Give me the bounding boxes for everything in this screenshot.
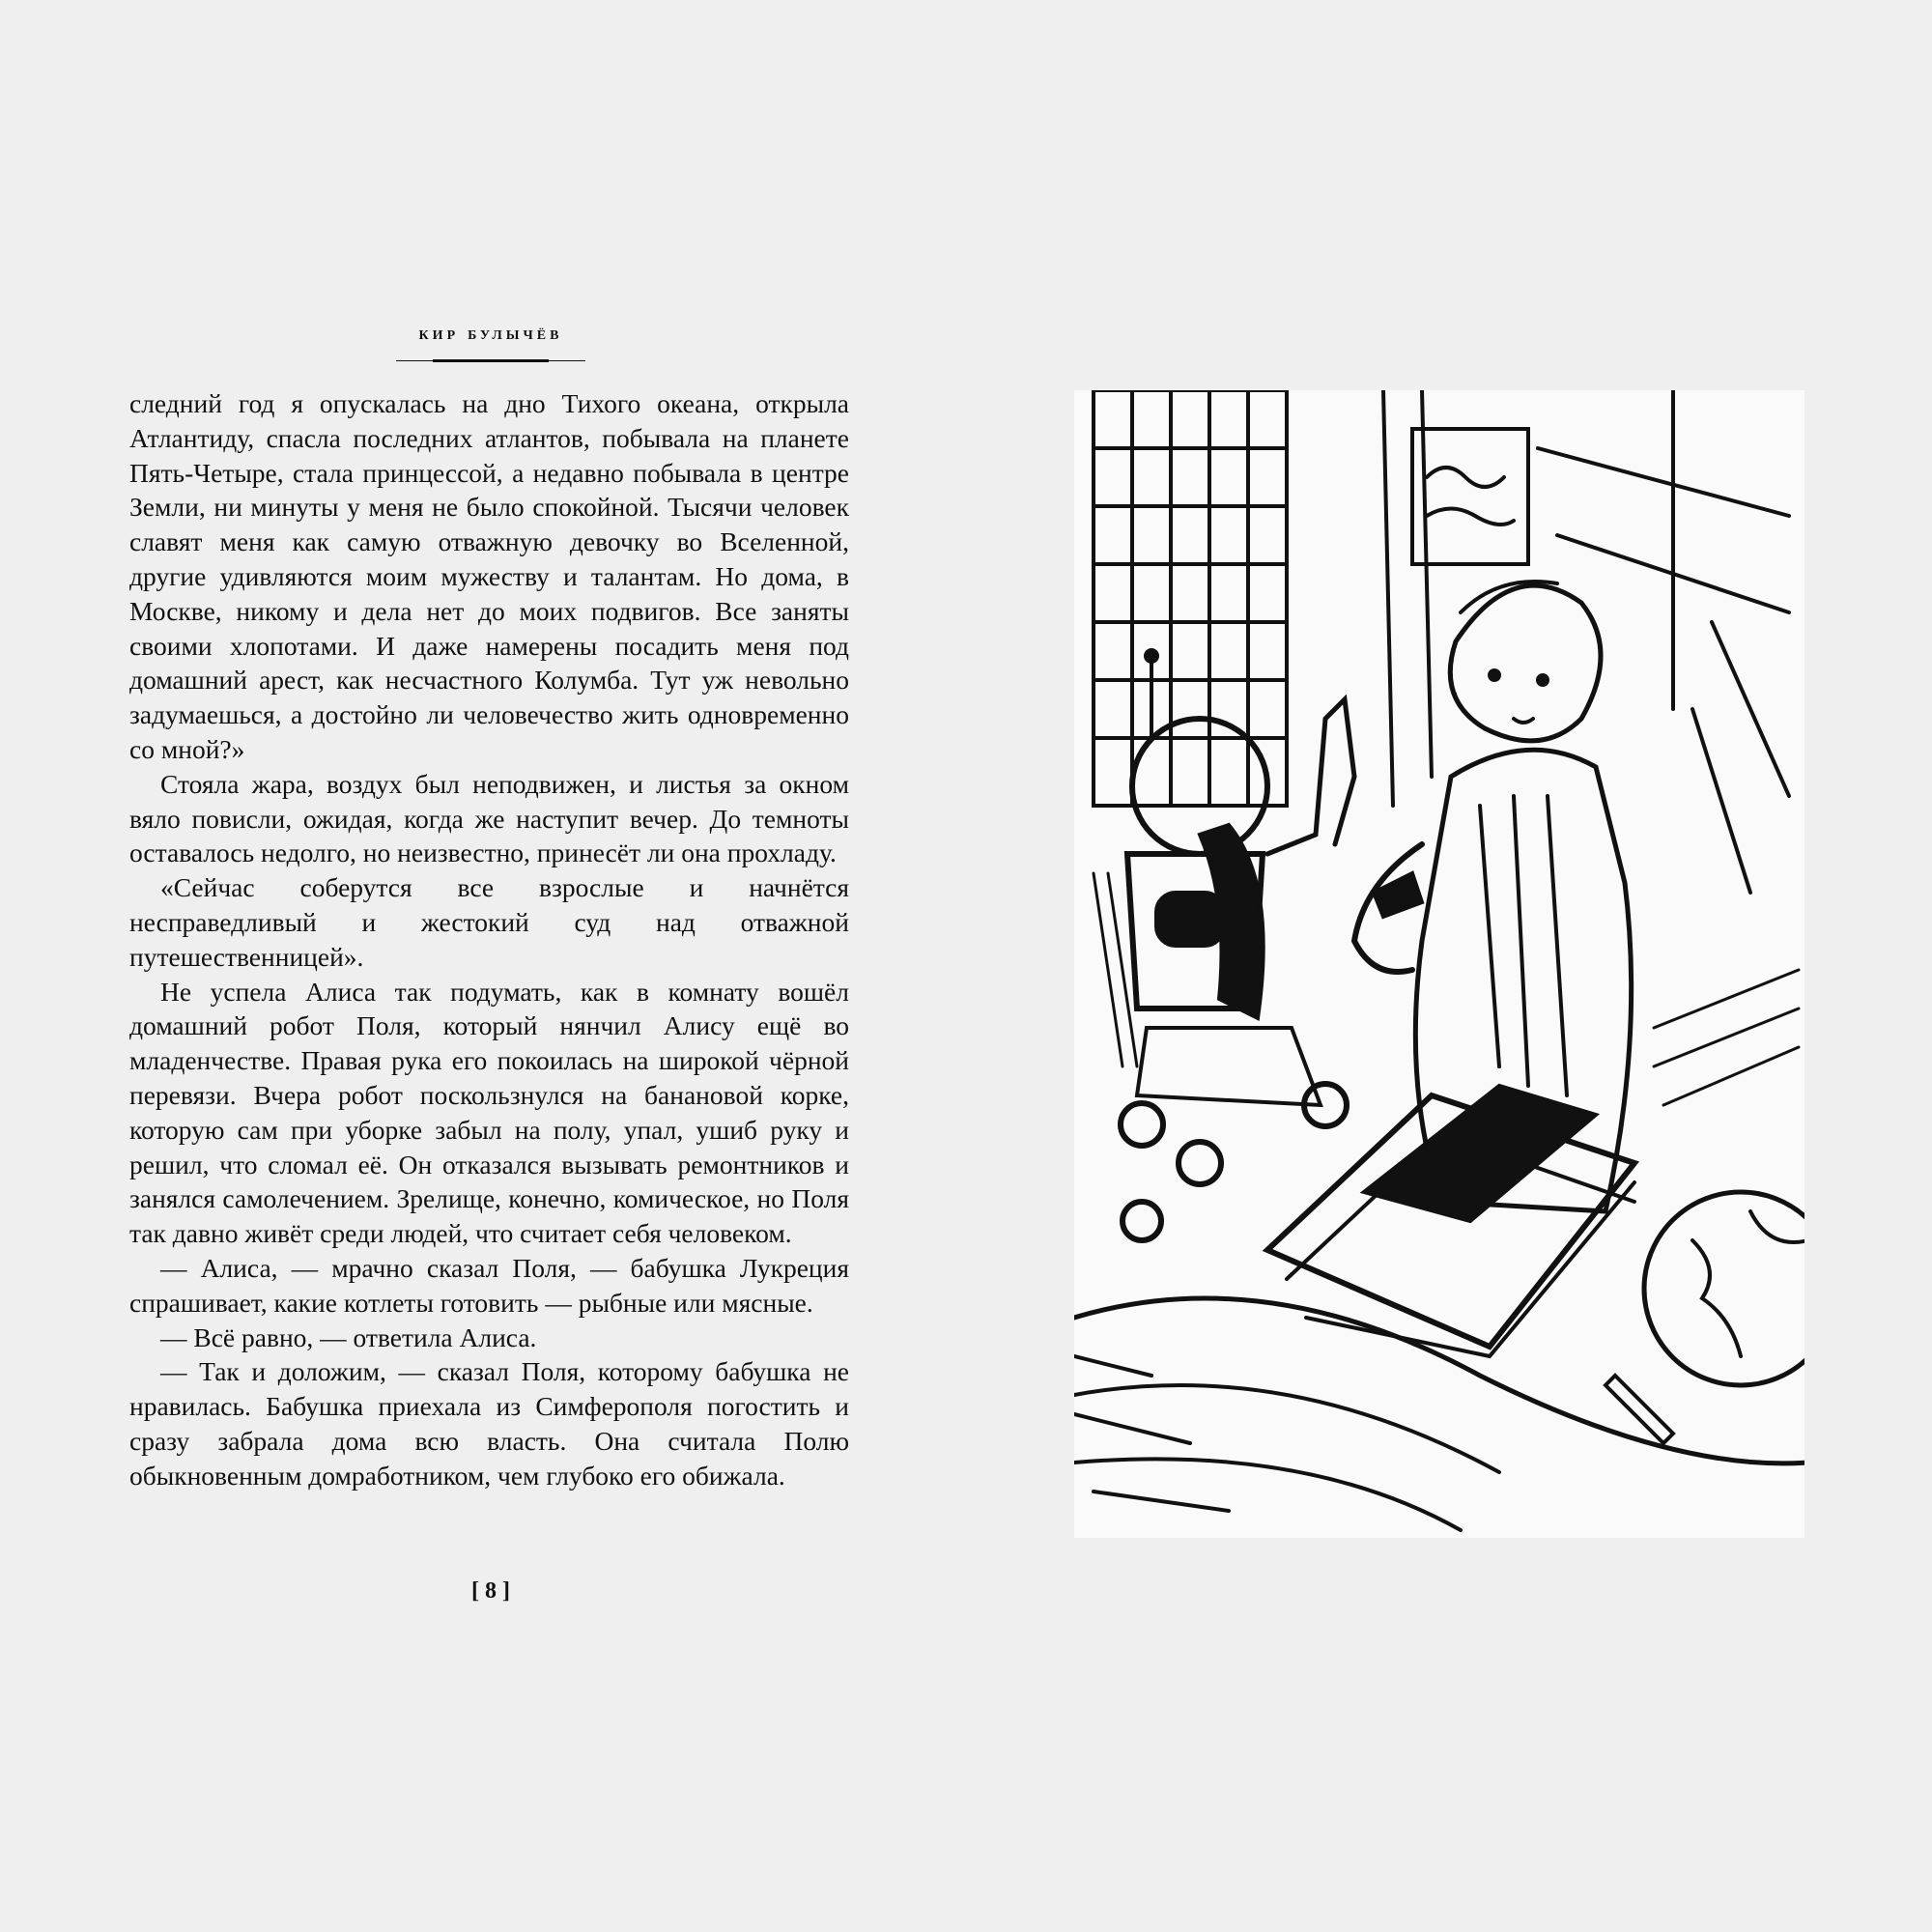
page-number: [ 8 ] xyxy=(471,1578,510,1604)
paragraph: — Так и доложим, — сказал Поля, которому бабушка не нравилась. Бабушка приехала из Симферополя погостить и сразу забрала дома всю власть. Она считала Полю обыкновенным домработником, чем глубоко его обижала. xyxy=(129,1356,849,1491)
paragraph: следний год я опускалась на дно Тихого океана, открыла Атлантиду, спасла последних атлантов, побывала на планете Пять-Четыре, стала принцессой, а недавно побывала в центре Земли, ни минуты у меня не было спокойной. Тысячи человек славят меня как самую отважную девочку во Вселенной, другие удивляются моим мужеству и талантам. Но дома, в Москве, никому и дела нет до моих подвигов. Все заняты своими хлопотами. И даже намерены посадить меня под домашний арест, как несчастного Колумба. Тут уж невольно задумаешься, а достойно ли человечество жить одновременно со мной?» xyxy=(129,388,849,764)
paragraph: — Алиса, — мрачно сказал Поля, — бабушка Лукреция спрашивает, какие котлеты готовить — рыбные или мясные. xyxy=(129,1252,849,1318)
paragraph: Стояла жара, воздух был неподвижен, и листья за окном вяло повисли, ожидая, когда же наступит вечер. До темноты оставалось недолго, но неизвестно, принесёт ли она прохладу. xyxy=(129,768,849,868)
paragraph: «Сейчас соберутся все взрослые и начнётся несправедливый и жестокий суд над отважной путешественницей». xyxy=(129,872,849,972)
body-text xyxy=(129,386,849,1493)
paragraph: — Всё равно, — ответила Алиса. xyxy=(160,1321,537,1352)
illustration xyxy=(1074,390,1804,1538)
paragraph: Не успела Алиса так подумать, как в комнату вошёл домашний робот Поля, который нянчил Алису ещё во младенчестве. Правая рука его покоилась на широкой чёрной перевязи. Вчера робот поскользнулся на банановой корке, которую сам при уборке забыл на полу, упал, ушиб руку и решил, что сломал её. Он отказался вызывать ремонтников и занялся самолечением. Зрелище, конечно, комическое, но Поля так давно живёт среди людей, что считает себя человеком. xyxy=(129,976,849,1249)
ink-drawing-icon xyxy=(1074,390,1804,1538)
running-head: кир булычёв xyxy=(418,323,563,344)
